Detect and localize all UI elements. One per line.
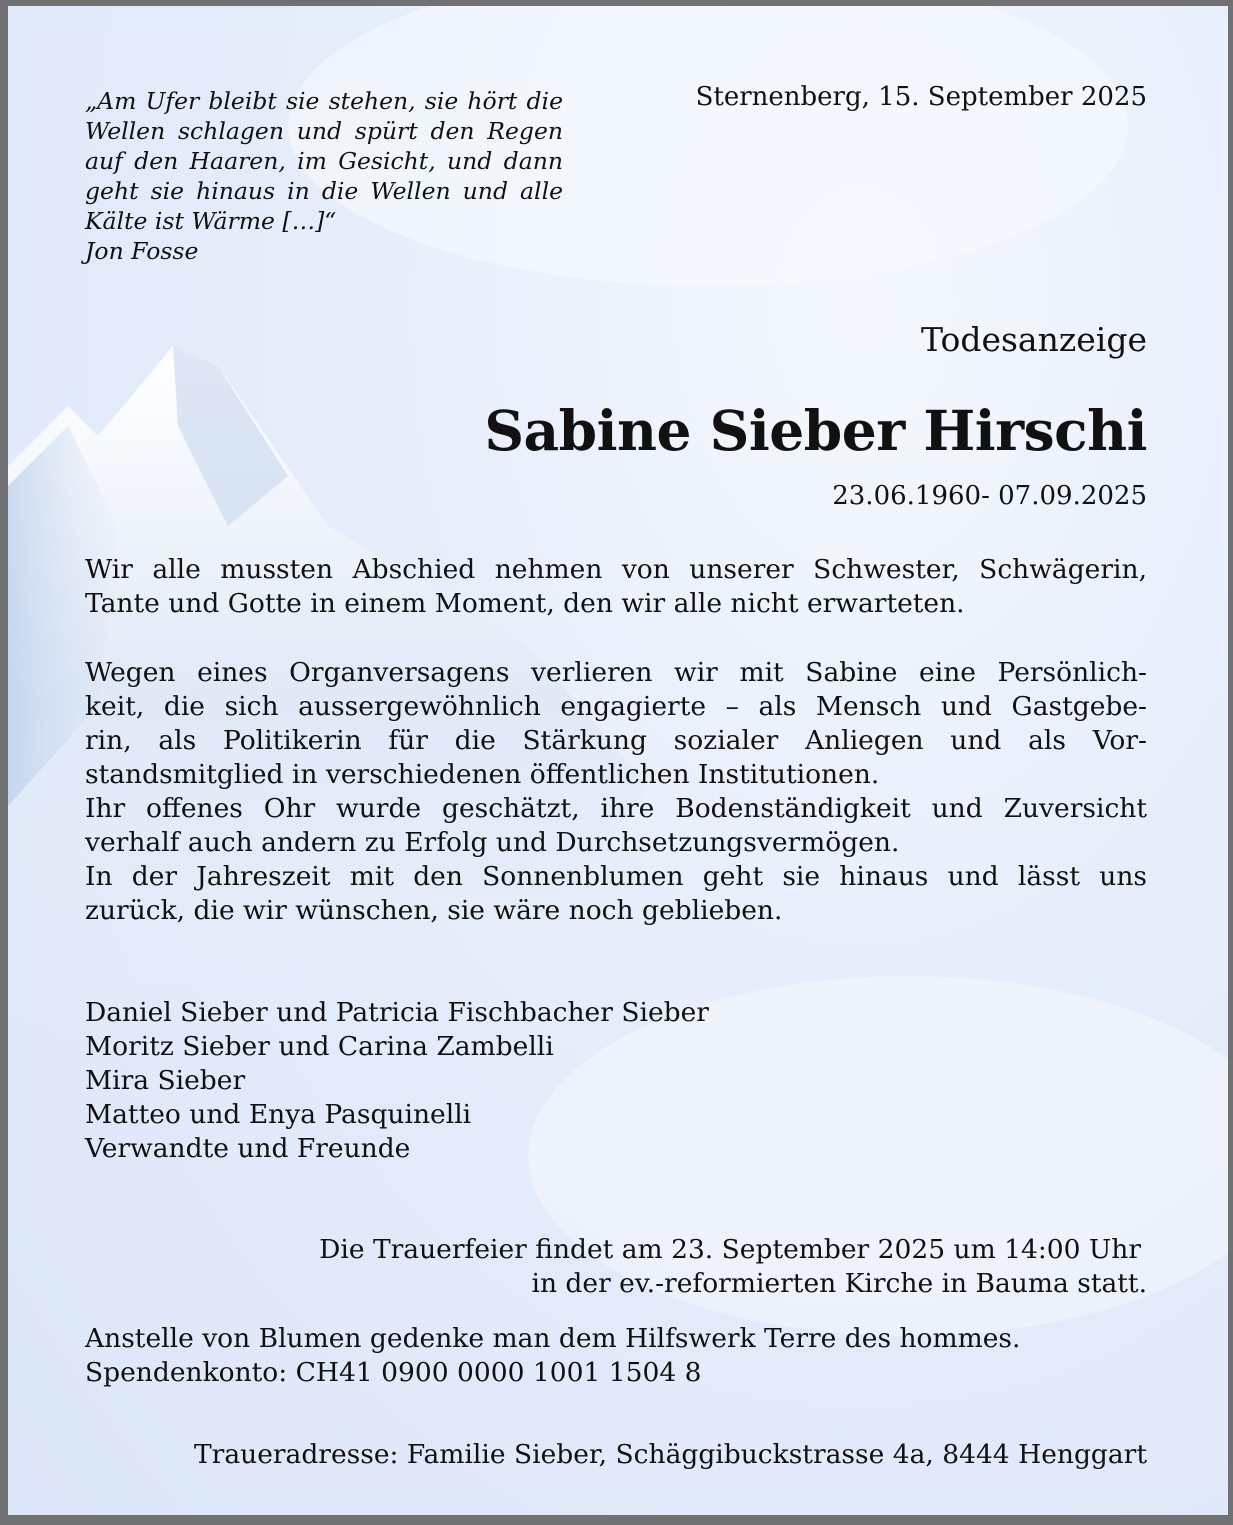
text-line: Wir alle mussten Abschied nehmen von unserer Schwester, Schwägerin, bbox=[85, 554, 1147, 585]
mourners-list bbox=[85, 996, 1147, 1166]
text-line: Ihr offenes Ohr wurde geschätzt, ihre Bodenständigkeit und Zuversicht bbox=[85, 793, 1147, 824]
mourning-address: Traueradresse: Familie Sieber, Schäggibuckstrasse 4a, 8444 Henggart bbox=[193, 1439, 1147, 1470]
mourner: Moritz Sieber und Carina Zambelli bbox=[85, 1031, 554, 1062]
text-line: Spendenkonto: CH41 0900 0000 1001 1504 8 bbox=[85, 1357, 702, 1388]
deceased-name: Sabine Sieber Hirschi bbox=[484, 398, 1147, 463]
text-line: rin, als Politikerin für die Stärkung sozialer Anliegen und als Vor- bbox=[85, 725, 1147, 756]
donation-info bbox=[85, 1322, 1147, 1390]
quote-author: Jon Fosse bbox=[85, 237, 199, 265]
ceremony-info bbox=[85, 1233, 1147, 1301]
text-line: Wegen eines Organversagens verlieren wir mit Sabine eine Persönlich- bbox=[85, 657, 1147, 688]
quote-line: „Am Ufer bleibt sie stehen, sie hört die bbox=[85, 87, 563, 115]
paragraph-2 bbox=[85, 656, 1147, 928]
text-line: keit, die sich aussergewöhnlich engagierte – als Mensch und Gastgebe- bbox=[85, 691, 1147, 722]
heading: Todesanzeige bbox=[921, 320, 1147, 359]
quote-line: Wellen schlagen und spürt den Regen bbox=[85, 117, 563, 145]
paragraph-1 bbox=[85, 553, 1147, 621]
life-dates: 23.06.1960- 07.09.2025 bbox=[832, 481, 1147, 511]
mourner: Daniel Sieber und Patricia Fischbacher Sieber bbox=[85, 997, 709, 1028]
quote-line: geht sie hinaus in die Wellen und alle bbox=[85, 177, 563, 205]
epigraph-quote bbox=[85, 86, 563, 266]
text-line: in der ev.-reformierten Kirche in Bauma statt. bbox=[531, 1268, 1147, 1299]
place-date: Sternenberg, 15. September 2025 bbox=[695, 82, 1147, 112]
mourner: Matteo und Enya Pasquinelli bbox=[85, 1099, 472, 1130]
text-line: standsmitglied in verschiedenen öffentlichen Institutionen. bbox=[85, 759, 880, 790]
obituary-page bbox=[8, 6, 1228, 1515]
text-line: In der Jahreszeit mit den Sonnenblumen geht sie hinaus und lässt uns bbox=[85, 861, 1147, 892]
text-line: Tante und Gotte in einem Moment, den wir alle nicht erwarteten. bbox=[85, 588, 965, 619]
quote-line: Kälte ist Wärme […]“ bbox=[85, 207, 337, 235]
text-line: Die Trauerfeier findet am 23. September 2025 um 14:00 Uhr bbox=[319, 1234, 1141, 1265]
text-line: Anstelle von Blumen gedenke man dem Hilfswerk Terre des hommes. bbox=[85, 1323, 1021, 1354]
text-line: zurück, die wir wünschen, sie wäre noch geblieben. bbox=[85, 895, 783, 926]
text-line: verhalf auch andern zu Erfolg und Durchsetzungsvermögen. bbox=[85, 827, 900, 858]
mourner: Verwandte und Freunde bbox=[85, 1133, 411, 1164]
quote-line: auf den Haaren, im Gesicht, und dann bbox=[85, 147, 563, 175]
mourner: Mira Sieber bbox=[85, 1065, 246, 1096]
